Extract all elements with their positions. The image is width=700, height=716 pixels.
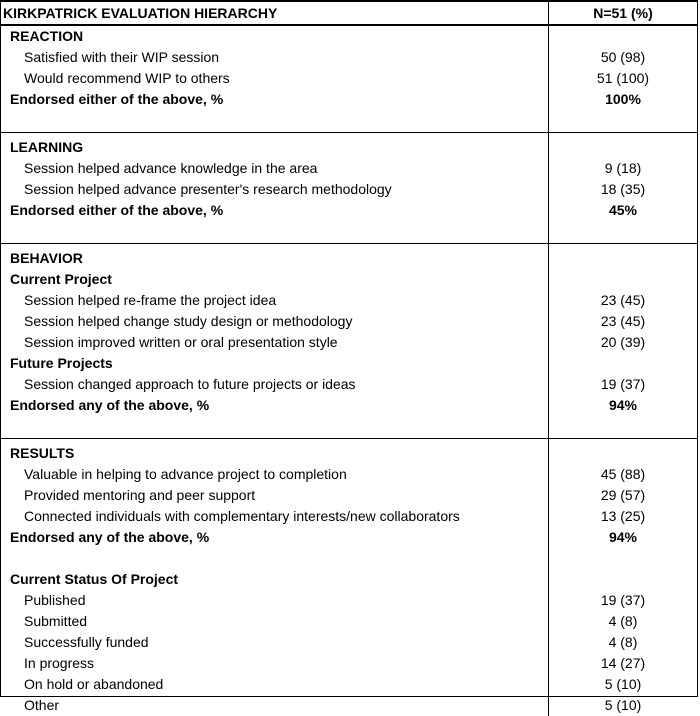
section-results <box>1 439 697 716</box>
item-value: 45 (88) <box>600 466 646 482</box>
total-label: Endorsed any of the above, % <box>10 529 210 545</box>
item-value: 13 (25) <box>600 508 646 524</box>
item-label: Connected individuals with complementary interests/new collaborators <box>24 508 460 524</box>
status-value: 14 (27) <box>600 655 646 671</box>
status-value: 19 (37) <box>600 592 646 608</box>
status-label: Submitted <box>24 613 88 629</box>
item-label: Session helped re-frame the project idea <box>24 292 277 308</box>
item-value: 51 (100) <box>596 70 650 86</box>
total-value: 45% <box>608 202 638 218</box>
total-value: 100% <box>605 91 641 107</box>
status-label: On hold or abandoned <box>24 676 164 692</box>
item-label: Session helped advance knowledge in the area <box>24 160 318 176</box>
total-value: 94% <box>608 397 638 413</box>
status-value: 4 (8) <box>608 613 638 629</box>
section-learning <box>1 133 697 244</box>
item-label: Session changed approach to future projects or ideas <box>24 376 356 392</box>
item-label: Session improved written or oral presentation style <box>24 334 338 350</box>
header-n: N=51 (%) <box>593 5 653 21</box>
item-value: 19 (37) <box>600 376 646 392</box>
item-label: Valuable in helping to advance project to completion <box>24 466 347 482</box>
subheading: Current Project <box>10 271 112 287</box>
total-label: Endorsed any of the above, % <box>10 397 210 413</box>
item-value: 23 (45) <box>600 313 646 329</box>
table-header <box>1 2 697 26</box>
subheading: Future Projects <box>10 355 113 371</box>
item-label: Would recommend WIP to others <box>24 70 230 86</box>
total-label: Endorsed either of the above, % <box>10 91 224 107</box>
section-heading: REACTION <box>10 28 84 44</box>
section-heading: RESULTS <box>10 445 75 461</box>
item-value: 29 (57) <box>600 487 646 503</box>
item-value: 50 (98) <box>600 49 646 65</box>
section-reaction <box>1 26 697 133</box>
section-heading: BEHAVIOR <box>10 250 83 266</box>
status-label: Other <box>24 697 60 713</box>
total-value: 94% <box>608 529 638 545</box>
status-label: Published <box>24 592 86 608</box>
item-label: Session helped advance presenter's research methodology <box>24 181 392 197</box>
item-value: 20 (39) <box>600 334 646 350</box>
status-label: In progress <box>24 655 95 671</box>
item-label: Provided mentoring and peer support <box>24 487 256 503</box>
status-value: 4 (8) <box>608 634 638 650</box>
section-behavior <box>1 244 697 439</box>
status-label: Successfully funded <box>24 634 149 650</box>
item-label: Satisfied with their WIP session <box>24 49 220 65</box>
item-value: 18 (35) <box>600 181 646 197</box>
header-title: KIRKPATRICK EVALUATION HIERARCHY <box>1 2 549 24</box>
item-value: 23 (45) <box>600 292 646 308</box>
subheading: Current Status Of Project <box>10 571 179 587</box>
section-heading: LEARNING <box>10 139 84 155</box>
item-value: 9 (18) <box>604 160 642 176</box>
status-value: 5 (10) <box>604 676 642 692</box>
total-label: Endorsed either of the above, % <box>10 202 224 218</box>
status-value: 5 (10) <box>604 697 642 713</box>
item-label: Session helped change study design or methodology <box>24 313 353 329</box>
